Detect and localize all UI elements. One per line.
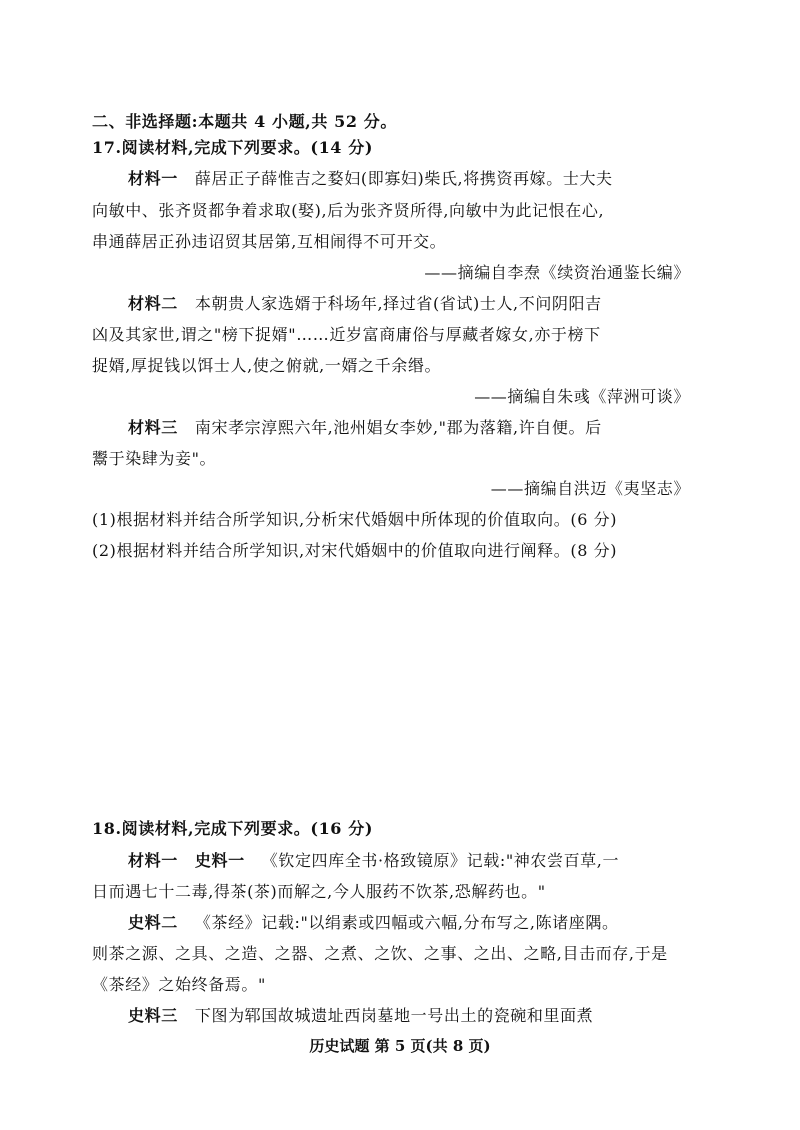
q17-material-2-label: 材料二 [128, 294, 178, 313]
section-heading: 二、非选择题:本题共 4 小题,共 52 分。 [92, 112, 397, 131]
q18-source-2-label: 史料二 [128, 913, 178, 932]
q17-material-1-label: 材料一 [128, 169, 178, 188]
q18-source-2-text-1: 《茶经》记载:"以绢素或四幅或六幅,分布写之,陈诸座隅。 [194, 913, 619, 932]
q17-material-2-text-1: 本朝贵人家选婿于科场年,择过省(省试)士人,不问阴阳吉 [194, 294, 602, 313]
q18-source-3-line-1 [128, 1005, 593, 1027]
q17-sub-question-1: (1)根据材料并结合所学知识,分析宋代婚姻中所体现的价值取向。(6 分) [92, 510, 618, 529]
q17-material-3-line-1 [128, 417, 602, 439]
q18-source-3-label: 史料三 [128, 1006, 178, 1025]
q17-material-3-line-2: 鬻于染肆为妾"。 [92, 449, 217, 468]
q17-material-2-line-1 [128, 293, 602, 315]
q17-material-1-line-2: 向敏中、张齐贤都争着求取(娶),后为张齐贤所得,向敏中为此记恨在心, [92, 201, 605, 220]
q18-source-2-line-2: 则茶之源、之具、之造、之器、之煮、之饮、之事、之出、之略,目击而存,于是 [92, 944, 668, 963]
q17-material-1-line-3: 串通薛居正孙违诏贸其居第,互相闹得不可开交。 [92, 232, 447, 251]
q17-title: 17.阅读材料,完成下列要求。(14 分) [92, 138, 373, 157]
q17-material-2-source: ——摘编自朱彧《萍洲可谈》 [474, 387, 690, 406]
q18-source-1-label: 史料一 [194, 851, 245, 870]
q18-title: 18.阅读材料,完成下列要求。(16 分) [92, 819, 373, 838]
q18-source-3-text-1: 下图为郓国故城遗址西岗墓地一号出土的瓷碗和里面煮 [194, 1006, 594, 1025]
q17-material-1-text-1: 薛居正子薛惟吉之婺妇(即寡妇)柴氏,将携资再嫁。士大夫 [194, 169, 613, 188]
q17-material-3-label: 材料三 [128, 418, 178, 437]
q17-material-2-line-3: 捉婿,厚捉钱以饵士人,使之俯就,一婿之千余缗。 [92, 356, 442, 375]
q17-sub-question-2: (2)根据材料并结合所学知识,对宋代婚姻中的价值取向进行阐释。(8 分) [92, 541, 618, 560]
q17-material-3-source: ——摘编自洪迈《夷坚志》 [490, 479, 690, 498]
q17-material-3-text-1: 南宋孝宗淳熙六年,池州娼女李妙,"郡为落籍,许自便。后 [194, 418, 602, 437]
q17-material-2-line-2: 凶及其家世,谓之"榜下捉婿"……近岁富商庸俗与厚藏者嫁女,亦于榜下 [92, 325, 601, 344]
q18-source-1-line-2: 日而遇七十二毒,得茶(茶)而解之,今人服药不饮茶,恐解药也。" [92, 882, 546, 901]
q18-source-2-line-1 [128, 912, 619, 934]
page-footer: 历史试题 第 5 页(共 8 页) [309, 1037, 491, 1055]
q18-material-1-label: 材料一 [128, 851, 178, 870]
q17-material-1-line-1 [128, 168, 613, 190]
q18-source-1-line-1 [128, 850, 619, 872]
q18-source-1-text-1: 《钦定四库全书·格致镜原》记载:"神农尝百草,一 [261, 851, 620, 870]
q18-source-2-line-3: 《茶经》之始终备焉。" [92, 975, 266, 994]
q17-material-1-source: ——摘编自李焘《续资治通鉴长编》 [424, 263, 690, 282]
